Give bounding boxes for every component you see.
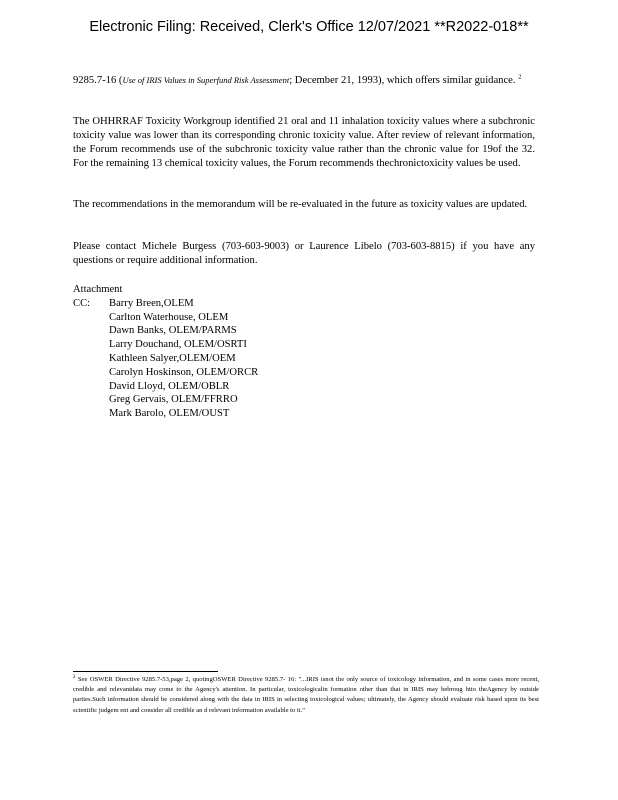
paragraph-recommendations: The recommendations in the memorandum will be re-evaluated in the future as toxicity values are updated. (73, 199, 528, 210)
cc-recipient: Mark Barolo, OLEM/OUST (109, 408, 230, 420)
cc-section (73, 297, 258, 421)
footnote-marker: 2 (73, 674, 76, 680)
cc-recipient: Larry Douchand, OLEM/OSRTI (109, 339, 247, 351)
cc-recipient: Dawn Banks, OLEM/PARMS (109, 325, 237, 337)
paragraph-guidance (73, 73, 535, 88)
paragraph-contact: Please contact Michele Burgess (703-603-9003) or Laurence Libelo (703-603-8815) if you have any questions or require additional information. (73, 241, 535, 266)
footnote-divider (73, 671, 218, 672)
attachment-label: Attachment (73, 284, 123, 295)
footnote-reference: 2 (518, 73, 522, 81)
guidance-title: Use of IRIS Values in Superfund Risk Assessment (122, 75, 290, 85)
cc-recipient: Kathleen Salyer,OLEM/OEM (109, 352, 236, 364)
cc-recipient: Carolyn Hoskinson, OLEM/ORCR (109, 366, 259, 378)
guidance-lead: 9285.7-16 ( (73, 75, 123, 86)
paragraph-workgroup: The OHHRRAF Toxicity Workgroup identified 21 oral and 11 inhalation toxicity values where a subchronic toxicity value was lower than its corresponding chronic toxicity value. After review of relevant information, the Forum recommends use of the subchronic toxicity value rather than the chronic value for 19of the 32. For the remaining 13 chemical toxicity values, the Forum recommends thechronictoxicity values be used. (73, 116, 535, 169)
cc-recipient: David Lloyd, OLEM/OBLR (109, 380, 230, 392)
footnote-text: See OSWER Directive 9285.7-53,page 2, quotingOSWER Directive 9285.7- 16: "...IRIS isnot the only source of toxicology information, and in some cases more recent, credible and relevantdata may come to the Agency's attention. In particular, toxicologicalin formation other than that in IRIS may bebroug htto theAgency by outside parties.Such information should be considered along with the data in IRIS in selecting toxicological values; ultimately, the Agency should evaluate risk based upon its best scientific judgem ent and consider all credible an d relevant information available to it." (73, 676, 539, 714)
filing-header: Electronic Filing: Received, Clerk's Office 12/07/2021 **R2022-018** (89, 19, 529, 35)
footnote (73, 675, 539, 716)
cc-list (109, 297, 258, 421)
guidance-rest: ; December 21, 1993), which offers similar guidance. (289, 75, 516, 86)
cc-label: CC: (73, 297, 91, 309)
cc-recipient: Greg Gervais, OLEM/FFRRO (109, 394, 238, 406)
attachment-block (73, 283, 258, 421)
cc-recipient: Barry Breen,OLEM (109, 297, 194, 309)
cc-recipient: Carlton Waterhouse, OLEM (109, 311, 229, 323)
